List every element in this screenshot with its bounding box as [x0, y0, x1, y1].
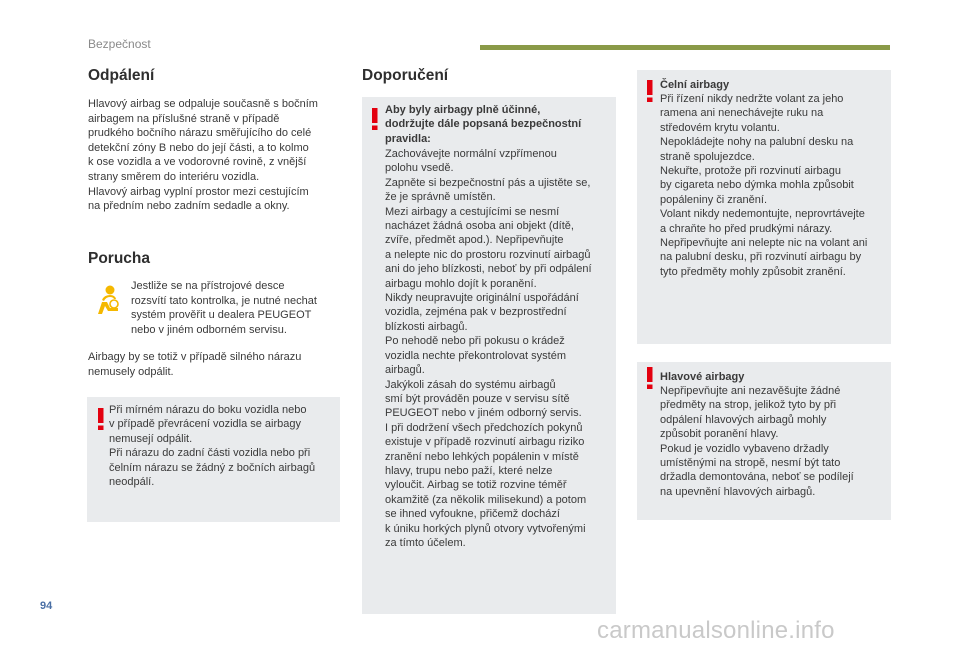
warning-box-hlavove [637, 362, 891, 520]
odpaleni-text: Hlavový airbag se odpaluje současně s bočním airbagem na příslušné straně v případě prudkého bočního nárazu směřujícího do celé detekční zóny B nebo do její části, a to kolmo k ose vozidla a ve vodorovné rovině, z vnější strany směrem do interiéru vozidla. Hlavový airbag vyplní prostor mezi cestujícím na předním nebo zadním sedadle a okny. [88, 98, 318, 213]
warning-exclamation-icon [646, 80, 654, 102]
warning-left-text: Při mírném nárazu do boku vozidla nebo v případě převrácení vozidla se airbagy nemusejí odpálit. Při nárazu do zadní části vozidla nebo při čelním nárazu se žádný z bočních airbagů neodpálí. [109, 404, 316, 489]
doporuceni-warning-text: Zachovávejte normální vzpřímenou polohu vsedě. Zapněte si bezpečnostní pás a ujistěte se, že je správně umístěn. Mezi airbagy a cestujícími se nesmí nacházet žádná osoba ani objekt (dítě, zvíře, předmět apod.). Nepřipevňujte a nelepte nic do prostoru rozvinutí airbagů ani do jeho blízkosti, neboť by při odpálení airbagu mohlo dojít k poranění. Nikdy neupravujte originální uspořádání vozidla, zejména pak v bezprostřední blízkosti airbagů. Po nehodě nebo při pokusu o krádež vozidla nechte překontrolovat systém airbagů. Jakýkoli zásah do systému airbagů smí být prováděn pouze v servisu sítě PEUGEOT nebo v jiném odborný servis. I při dodržení všech předchozích pokynů existuje v případě rozvinutí airbagu riziko zranění nebo lehkých popálenin v místě hlavy, trupu nebo paží, které nelze vyloučit. Airbag se totiž rozvine téměř okamžitě (za několik milisekund) a potom se ihned vyfoukne, přičemž dochází k úniku horkých plynů otvory vytvořenými za tímto účelem. [385, 148, 592, 549]
warning-exclamation-icon [97, 408, 105, 430]
porucha-text: Airbagy by se totiž v případě silného nárazu nemusely odpálit. [88, 351, 302, 378]
celni-title: Čelní airbagy [660, 79, 730, 91]
porucha-heading: Porucha [88, 250, 151, 267]
odpaleni-heading: Odpálení [88, 67, 155, 84]
porucha-icon-text: Jestliže se na přístrojové desce rozsvítí tato kontrolka, je nutné nechat systém prověřit u dealera PEUGEOT nebo v jiném odborném servisu. [131, 280, 317, 336]
celni-text: Při řízení nikdy nedržte volant za jeho ramena ani nenechávejte ruku na středovém krytu volantu. Nepokládejte nohy na palubní desku na straně spolujezdce. Nekuřte, protože při rozvinutí airbagu by cigareta nebo dýmka mohla způsobit popáleniny či zranění. Volant nikdy nedemontujte, neprovrtávejte a chraňte ho před prudkými nárazy. Nepřipevňujte ani nelepte nic na volant ani na palubní desku, při rozvinutí airbagu by tyto předměty mohly způsobit zranění. [660, 93, 868, 278]
airbag-warning-icon [93, 284, 123, 316]
warning-box-left [87, 397, 340, 522]
section-accent-bar [480, 45, 890, 50]
warning-box-celni [637, 70, 891, 344]
warning-exclamation-icon [646, 367, 654, 389]
section-header: Bezpečnost [88, 37, 151, 51]
doporuceni-heading: Doporučení [362, 67, 449, 84]
hlavove-title: Hlavové airbagy [660, 371, 745, 383]
warning-box-doporuceni [362, 97, 616, 614]
watermark: carmanualsonline.info [597, 617, 835, 644]
page-number: 94 [40, 600, 53, 612]
hlavove-text: Nepřipevňujte ani nezavěšujte žádné předměty na strop, jelikož tyto by při odpálení hlavových airbagů mohly způsobit poranění hlavy. Pokud je vozidlo vybaveno držadly umístěnými na stropě, nesmí být tato držadla demontována, neboť se podílejí na upevnění hlavových airbagů. [660, 385, 854, 498]
doporuceni-warning-title: Aby byly airbagy plně účinné, dodržujte dále popsaná bezpečnostní pravidla: [385, 104, 582, 145]
warning-exclamation-icon [371, 108, 379, 130]
